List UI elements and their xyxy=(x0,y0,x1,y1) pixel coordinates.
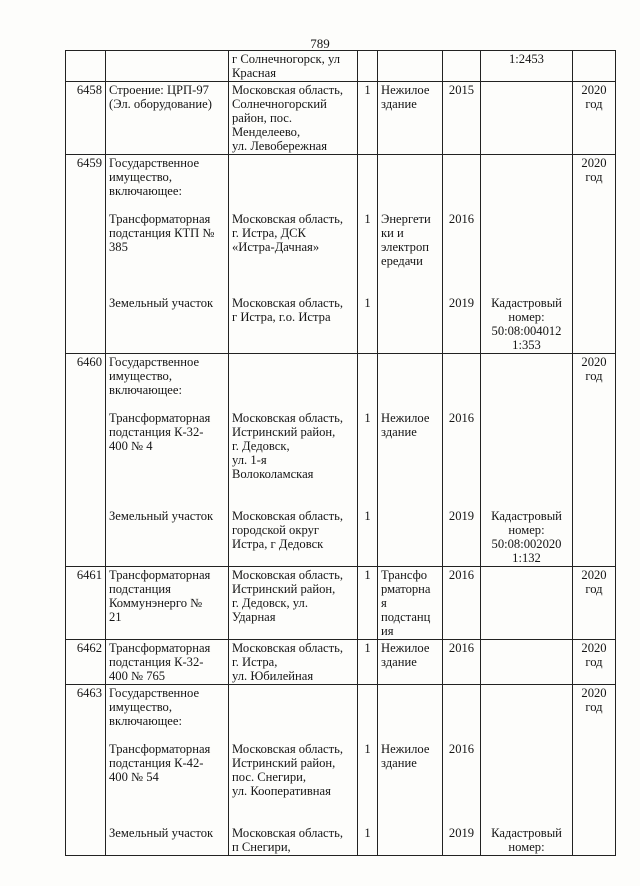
purpose-cell xyxy=(378,51,443,82)
address: г. Дедовск, ул. xyxy=(232,596,308,610)
address: г. Истра, xyxy=(232,655,278,669)
purpose xyxy=(381,509,439,523)
purpose xyxy=(381,826,439,840)
term-cell xyxy=(573,567,616,640)
address-cell xyxy=(229,567,358,640)
term: 2020 xyxy=(581,83,607,97)
address: городской округ xyxy=(232,523,320,537)
row-number: 6462 xyxy=(66,640,106,685)
purpose: электроп xyxy=(381,240,429,254)
cadastral-number xyxy=(484,212,569,226)
year-cell xyxy=(443,567,481,640)
purpose: Трансфо xyxy=(381,568,428,582)
object-name-cell xyxy=(106,155,229,354)
object-name: Трансформаторная xyxy=(109,568,211,582)
object-name: 400 № 4 xyxy=(109,439,153,453)
object-name-cell xyxy=(106,567,229,640)
year: 2019 xyxy=(448,826,475,840)
address: г. Истра, ДСК xyxy=(232,226,306,240)
object-name: Трансформаторная xyxy=(109,641,211,655)
count: 1 xyxy=(364,212,371,226)
group-title: имущество, xyxy=(109,170,173,184)
cadastral-number xyxy=(484,641,569,655)
cadastral-number: Кадастровый xyxy=(491,296,562,310)
term xyxy=(576,66,612,80)
year: 2019 xyxy=(448,296,475,310)
count: 1 xyxy=(364,411,371,425)
term: год xyxy=(585,700,603,714)
table-row xyxy=(66,82,616,155)
term: год xyxy=(585,97,603,111)
address: Волоколамская xyxy=(232,467,314,481)
object-name-cell xyxy=(106,51,229,82)
address: Солнечногорский xyxy=(232,97,327,111)
address: Московская область, xyxy=(232,296,344,310)
year: 2016 xyxy=(448,212,475,226)
cadastral-number: 50:08:004012 xyxy=(491,324,562,338)
object-name: 400 № 54 xyxy=(109,770,159,784)
term: 2020 xyxy=(581,156,607,170)
address: ул. 1-я xyxy=(232,453,267,467)
address: г Истра, г.о. Истра xyxy=(232,310,331,324)
purpose-cell xyxy=(378,640,443,685)
group-title: Государственное xyxy=(109,355,200,369)
group-title: Государственное xyxy=(109,686,200,700)
year-cell xyxy=(443,354,481,567)
term-cell xyxy=(573,640,616,685)
object-name: Трансформаторная xyxy=(109,742,211,756)
cadastral-number xyxy=(484,742,569,756)
object-name: Земельный участок xyxy=(109,296,214,310)
cadastral-number: Кадастровый xyxy=(491,826,562,840)
address: ул. Юбилейная xyxy=(232,669,314,683)
object-name: 385 xyxy=(109,240,128,254)
row-number: 6459 xyxy=(66,155,106,354)
object-name: подстанция К-32- xyxy=(109,425,204,439)
count-cell xyxy=(358,82,378,155)
year: 2016 xyxy=(448,641,475,655)
group-title: включающее: xyxy=(109,383,182,397)
purpose-cell xyxy=(378,685,443,856)
address: «Истра-Дачная» xyxy=(232,240,320,254)
term: год xyxy=(585,369,603,383)
group-title: включающее: xyxy=(109,184,182,198)
object-name-cell xyxy=(106,354,229,567)
purpose: Нежилое xyxy=(381,83,430,97)
year xyxy=(446,52,477,66)
cadastral-number: 1:353 xyxy=(512,338,541,352)
year-cell xyxy=(443,82,481,155)
object-name: подстанция xyxy=(109,582,171,596)
year: 2016 xyxy=(448,742,475,756)
property-table xyxy=(65,50,616,856)
count: 1 xyxy=(364,296,371,310)
group-title: имущество, xyxy=(109,700,173,714)
row-number xyxy=(66,51,106,82)
group-title: Государственное xyxy=(109,156,200,170)
term: год xyxy=(585,655,603,669)
cadastral-number xyxy=(484,568,569,582)
term: 2020 xyxy=(581,355,607,369)
purpose xyxy=(381,52,439,66)
term-cell xyxy=(573,685,616,856)
address-cell xyxy=(229,354,358,567)
year-cell xyxy=(443,685,481,856)
cadastral-cell xyxy=(481,354,573,567)
cadastral-number: 1:132 xyxy=(512,551,541,565)
cadastral-cell xyxy=(481,155,573,354)
count-cell xyxy=(358,640,378,685)
address: ул. Кооперативная xyxy=(232,784,331,798)
purpose: здание xyxy=(381,756,417,770)
address: г. Дедовск, xyxy=(232,439,290,453)
cadastral-number xyxy=(484,83,569,97)
address: Красная xyxy=(232,66,276,80)
year-cell xyxy=(443,155,481,354)
address-cell xyxy=(229,82,358,155)
purpose-cell xyxy=(378,82,443,155)
row-number: 6463 xyxy=(66,685,106,856)
address: Московская область, xyxy=(232,411,344,425)
address-cell xyxy=(229,640,358,685)
term-cell xyxy=(573,82,616,155)
year-cell xyxy=(443,640,481,685)
count: 1 xyxy=(364,826,371,840)
purpose: Энергети xyxy=(381,212,431,226)
object-name: (Эл. оборудование) xyxy=(109,97,212,111)
object-name-cell xyxy=(106,82,229,155)
cadastral-cell xyxy=(481,567,573,640)
year: 2016 xyxy=(448,411,475,425)
purpose: здание xyxy=(381,425,417,439)
object-name: Земельный участок xyxy=(109,826,214,840)
row-number: 6460 xyxy=(66,354,106,567)
cadastral-cell xyxy=(481,82,573,155)
row-number: 6458 xyxy=(66,82,106,155)
table-row xyxy=(66,640,616,685)
address: Московская область, xyxy=(232,212,344,226)
cadastral-number xyxy=(484,411,569,425)
address: Ударная xyxy=(232,610,276,624)
purpose: здание xyxy=(381,97,417,111)
address: Истринский район, xyxy=(232,582,336,596)
address: Московская область, xyxy=(232,83,344,97)
object-name: подстанция К-32- xyxy=(109,655,204,669)
term: 2020 xyxy=(581,641,607,655)
count-cell xyxy=(358,567,378,640)
count xyxy=(361,52,374,66)
address: ул. Левобережная xyxy=(232,139,328,153)
cadastral-number: 1:2453 xyxy=(509,52,544,66)
address-cell xyxy=(229,685,358,856)
term xyxy=(576,52,612,66)
address: Истра, г Дедовск xyxy=(232,537,324,551)
purpose-cell xyxy=(378,354,443,567)
cadastral-cell xyxy=(481,51,573,82)
purpose-cell xyxy=(378,155,443,354)
purpose: рматорна xyxy=(381,582,431,596)
address: Истринский район, xyxy=(232,425,336,439)
purpose: ия xyxy=(381,624,394,638)
table-row xyxy=(66,354,616,567)
table-row xyxy=(66,567,616,640)
group-title: включающее: xyxy=(109,714,182,728)
address: Московская область, xyxy=(232,509,344,523)
group-title: имущество, xyxy=(109,369,173,383)
cadastral-number: Кадастровый xyxy=(491,509,562,523)
term-cell xyxy=(573,155,616,354)
address: п Снегири, xyxy=(232,840,291,854)
term: 2020 xyxy=(581,568,607,582)
address: г Солнечногорск, ул xyxy=(232,52,340,66)
object-name: Строение: ЦРП-97 xyxy=(109,83,209,97)
term: год xyxy=(585,170,603,184)
table-row xyxy=(66,155,616,354)
address-cell xyxy=(229,51,358,82)
address: Московская область, xyxy=(232,742,344,756)
object-name: 400 № 765 xyxy=(109,669,166,683)
purpose: я xyxy=(381,596,387,610)
address: Московская область, xyxy=(232,826,344,840)
object-name-cell xyxy=(106,685,229,856)
object-name: Трансформаторная xyxy=(109,212,211,226)
count: 1 xyxy=(364,742,371,756)
count-cell xyxy=(358,685,378,856)
year-cell xyxy=(443,51,481,82)
year: 2015 xyxy=(448,83,475,97)
table-row xyxy=(66,51,616,82)
address: Менделеево, xyxy=(232,125,301,139)
count: 1 xyxy=(364,509,371,523)
cadastral-cell xyxy=(481,640,573,685)
purpose xyxy=(381,296,439,310)
object-name: подстанция КТП № xyxy=(109,226,215,240)
address: район, пос. xyxy=(232,111,293,125)
cadastral-cell xyxy=(481,685,573,856)
purpose: подстанц xyxy=(381,610,431,624)
address-cell xyxy=(229,155,358,354)
count-cell xyxy=(358,155,378,354)
year: 2016 xyxy=(448,568,475,582)
address: пос. Снегири, xyxy=(232,770,307,784)
row-number: 6461 xyxy=(66,567,106,640)
count: 1 xyxy=(364,568,371,582)
count: 1 xyxy=(364,641,371,655)
term: год xyxy=(585,582,603,596)
purpose: здание xyxy=(381,655,417,669)
object-name xyxy=(109,52,225,66)
year: 2019 xyxy=(448,509,475,523)
cadastral-number: 50:08:002020 xyxy=(491,537,562,551)
address: Московская область, xyxy=(232,641,344,655)
address: Московская область, xyxy=(232,568,344,582)
purpose: Нежилое xyxy=(381,742,430,756)
count: 1 xyxy=(364,83,371,97)
term-cell xyxy=(573,51,616,82)
purpose: Нежилое xyxy=(381,641,430,655)
object-name: подстанция К-42- xyxy=(109,756,204,770)
address: Истринский район, xyxy=(232,756,336,770)
purpose-cell xyxy=(378,567,443,640)
count-cell xyxy=(358,51,378,82)
object-name: 21 xyxy=(109,610,122,624)
count-cell xyxy=(358,354,378,567)
purpose: Нежилое xyxy=(381,411,430,425)
object-name: Земельный участок xyxy=(109,509,214,523)
page-number: 789 xyxy=(310,36,330,51)
object-name: Коммунэнерго № xyxy=(109,596,203,610)
cadastral-number: номер: xyxy=(508,310,545,324)
object-name: Трансформаторная xyxy=(109,411,211,425)
table-row xyxy=(66,685,616,856)
cadastral-number: номер: xyxy=(508,523,545,537)
object-name-cell xyxy=(106,640,229,685)
term-cell xyxy=(573,354,616,567)
purpose: ки и xyxy=(381,226,404,240)
purpose: ередачи xyxy=(381,254,423,268)
cadastral-number: номер: xyxy=(508,840,545,854)
term: 2020 xyxy=(581,686,607,700)
